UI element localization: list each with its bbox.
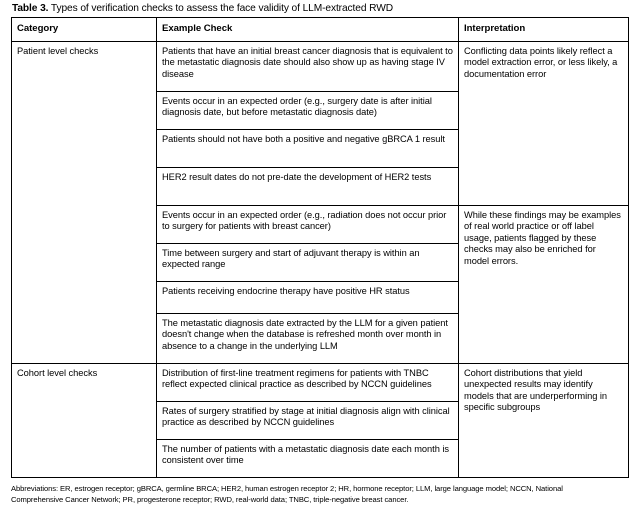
column-header-example-check: Example Check bbox=[157, 18, 459, 42]
cell-example-check: The number of patients with a metastatic diagnosis date each month is consistent over time bbox=[157, 439, 459, 477]
verification-checks-table bbox=[11, 17, 629, 478]
cell-example-check: The metastatic diagnosis date extracted by the LLM for a given patient doesn't change when the database is refreshed month over month in absence to a change in the underlying LLM bbox=[157, 313, 459, 363]
cell-interpretation: While these findings may be examples of real world practice or off label usage, patients flagged by these checks may also be enriched for model errors. bbox=[459, 205, 629, 363]
cell-example-check: Patients receiving endocrine therapy have positive HR status bbox=[157, 281, 459, 313]
footnote-line-1: Abbreviations: ER, estrogen receptor; gBRCA, germline BRCA; HER2, human estrogen receptor 2; HR, hormone receptor; LLM, large language model; NCCN, National bbox=[11, 483, 563, 493]
cell-category-cohort-level: Cohort level checks bbox=[12, 363, 157, 477]
table-caption bbox=[12, 2, 629, 15]
table-row bbox=[12, 363, 629, 401]
cell-example-check: Patients that have an initial breast cancer diagnosis that is equivalent to the metastatic diagnosis date should also show up as having stage IV disease bbox=[157, 41, 459, 91]
column-header-category: Category bbox=[12, 18, 157, 42]
cell-example-check: HER2 result dates do not pre-date the development of HER2 tests bbox=[157, 167, 459, 205]
table-header bbox=[12, 18, 629, 42]
footnote-line-2: Comprehensive Cancer Network; PR, progesterone receptor; RWD, real-world data; TNBC, triple-negative breast cancer. bbox=[11, 495, 409, 505]
table-header-row bbox=[12, 18, 629, 42]
cell-interpretation: Conflicting data points likely reflect a model extraction error, or less likely, a documentation error bbox=[459, 41, 629, 205]
cell-example-check: Events occur in an expected order (e.g., surgery date is after initial diagnosis date, but before metastatic diagnosis date) bbox=[157, 91, 459, 129]
cell-example-check: Distribution of first-line treatment regimens for patients with TNBC reflect expected clinical practice as described by NCCN guidelines bbox=[157, 363, 459, 401]
column-header-interpretation: Interpretation bbox=[459, 18, 629, 42]
cell-example-check: Patients should not have both a positive and negative gBRCA 1 result bbox=[157, 129, 459, 167]
table-caption-text: Types of verification checks to assess the face validity of LLM-extracted RWD bbox=[48, 3, 393, 14]
table-row bbox=[12, 41, 629, 91]
table-caption-label: Table 3. bbox=[12, 3, 49, 14]
table-footnote bbox=[11, 483, 629, 506]
table-body bbox=[12, 41, 629, 477]
cell-interpretation: Cohort distributions that yield unexpected results may identify models that are underperforming in specific subgroups bbox=[459, 363, 629, 477]
cell-example-check: Rates of surgery stratified by stage at initial diagnosis align with clinical practice as described by NCCN guidelines bbox=[157, 401, 459, 439]
cell-example-check: Events occur in an expected order (e.g., radiation does not occur prior to surgery for patients with breast cancer) bbox=[157, 205, 459, 243]
cell-example-check: Time between surgery and start of adjuvant therapy is within an expected range bbox=[157, 243, 459, 281]
cell-category-patient-level: Patient level checks bbox=[12, 41, 157, 363]
